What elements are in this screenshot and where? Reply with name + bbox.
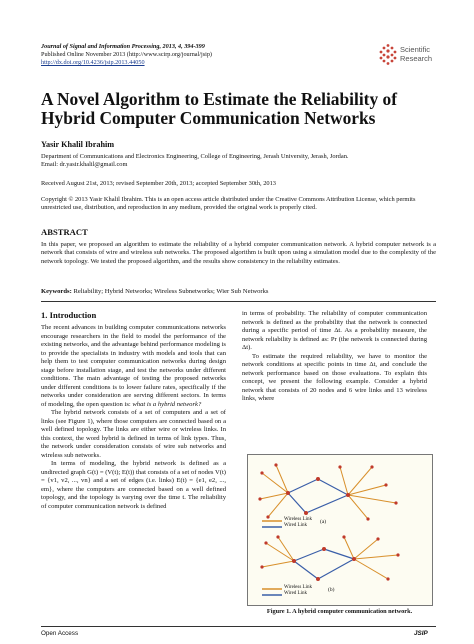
right-column — [242, 310, 427, 404]
footer-divider — [41, 626, 436, 627]
intro-question: what is a hybrid network? — [132, 400, 202, 408]
panel-a-graph — [258, 463, 397, 520]
section-divider — [41, 301, 436, 302]
figure-caption: Figure 1. A hybrid computer communication network. — [266, 608, 413, 615]
legend-a-labels — [284, 517, 312, 529]
intro-paragraph-3: In terms of modeling, the hybrid network is defined as a undirected graph G(t) = (V(t); E(t)) that consists of a set of nodes V(t) = {v1, v2, ..., vn} and a set of edges (i.e. links) E(t) = {e1, e2, ..., em}, where the computers are connected based on a well defined topology, and the topology is varying over the time t. The reliability of computer communication network is defined — [41, 460, 226, 510]
paper-title: A Novel Algorithm to Estimate the Reliability of Hybrid Computer Communication Networks — [41, 89, 397, 128]
keywords-text: Reliability; Hybrid Networks; Wireless Subnetworks; Wier Sub Networks — [73, 288, 269, 295]
journal-header — [41, 43, 212, 67]
panel-b-legend — [262, 589, 282, 595]
right-paragraph-1: in terms of probability. The reliability of computer communication network is defined as the probability that the network is connected during a specific period of time Δt. As a probability measure, the network reliability is defined as: Pr (the network is connected during Δt). — [242, 310, 427, 351]
legend-b-wired: Wired Link — [284, 591, 307, 596]
intro-paragraph-2: The hybrid network consists of a set of computers and a set of links (see Figure 1), where those computers are connected based on a well defined topology. The links are either wire or wireless links. In this context, the word hybrid is defined in terms of link types. Thus, the network under consideration consists of wire sub networks and wireless sub networks. — [41, 409, 226, 459]
legend-b-wireless: Wireless Link — [284, 585, 312, 590]
intro-p1-text: The recent advances in building computer communications networks encourage researchers in the field to model the performance of the existing networks, and the advantage behind performance modeling is to provide the specialists in industry with models and tools that can help them to test computer communication networks during design stage before installation stage, and test the networks under different conditions. The main advantage of testing the proposed networks under different conditions is to lower failure rates, specifically if the networks under consideration are serving different sectors. In terms of modeling, the open question is: — [41, 324, 226, 408]
doi-link[interactable]: http://dx.doi.org/10.4236/jsip.2013.44050 — [41, 59, 145, 66]
author-email[interactable]: Email: dr.yasir.khalil@gmail.com — [41, 161, 128, 169]
legend-a-wireless: Wireless Link — [284, 517, 312, 522]
logo-line1: Scientific — [400, 45, 431, 54]
panel-b-graph — [260, 535, 399, 581]
abstract-heading: ABSTRACT — [41, 227, 88, 237]
network-diagram — [248, 455, 432, 605]
intro-heading: 1. Introduction — [41, 310, 97, 320]
intro-paragraph-1 — [41, 324, 226, 409]
keywords-label: Keywords: — [41, 288, 72, 295]
footer-journal-abbr: JSIP — [414, 630, 428, 637]
affiliation — [41, 153, 441, 169]
volume-info: , 2013, 4, 394-399 — [159, 43, 205, 50]
affiliation-text: Department of Communications and Electronics Engineering, College of Engineering, Jerash University, Jerash, Jordan. — [41, 153, 349, 160]
figure-1 — [247, 454, 433, 606]
author-name: Yasir Khalil Ibrahim — [41, 140, 115, 149]
legend-b-labels — [284, 585, 312, 597]
logo-line2: Research — [400, 53, 433, 63]
abstract-text: In this paper, we proposed an algorithm to estimate the reliability of a hybrid computer communication network. A hybrid computer network is a network that consists of wire and wireless sub networks. The proposed algorithm is built upon using a simulation model due to the complexity of the network topology. We tested the proposed algorithm, and the results show consistency in the reliability estimates. — [41, 241, 436, 265]
scientific-research-logo-icon — [378, 43, 398, 65]
panel-b-label: (b) — [328, 587, 335, 593]
copyright-notice: Copyright © 2013 Yasir Khalil Ibrahim. This is an open access article distributed under the Creative Commons Attribution License, which permits unrestricted use, distribution, and reproduction in any medium, provided the original work is properly cited. — [41, 196, 416, 212]
panel-a-legend — [262, 521, 282, 527]
legend-a-wired: Wired Link — [284, 523, 307, 528]
panel-a-label: (a) — [320, 519, 327, 525]
right-paragraph-2: To estimate the required reliability, we have to monitor the network conditions at specific points in time Δt, and conclude the network performance based on those evaluations. To explain this concept, we present the following example. Consider a hybrid network that consists of 20 nodes and 6 wire links and 13 wireless links, where — [242, 352, 427, 402]
journal-name: Journal of Signal and Information Processing — [41, 43, 160, 50]
footer-open-access: Open Access — [41, 630, 79, 637]
left-column — [41, 324, 226, 511]
received-dates: Received August 21st, 2013; revised September 20th, 2013; accepted September 30th, 2013 — [41, 180, 276, 187]
publisher-logo — [378, 43, 450, 69]
published-line: Published Online November 2013 (http://www.scirp.org/journal/jsip) — [41, 51, 212, 58]
keywords — [41, 288, 436, 295]
